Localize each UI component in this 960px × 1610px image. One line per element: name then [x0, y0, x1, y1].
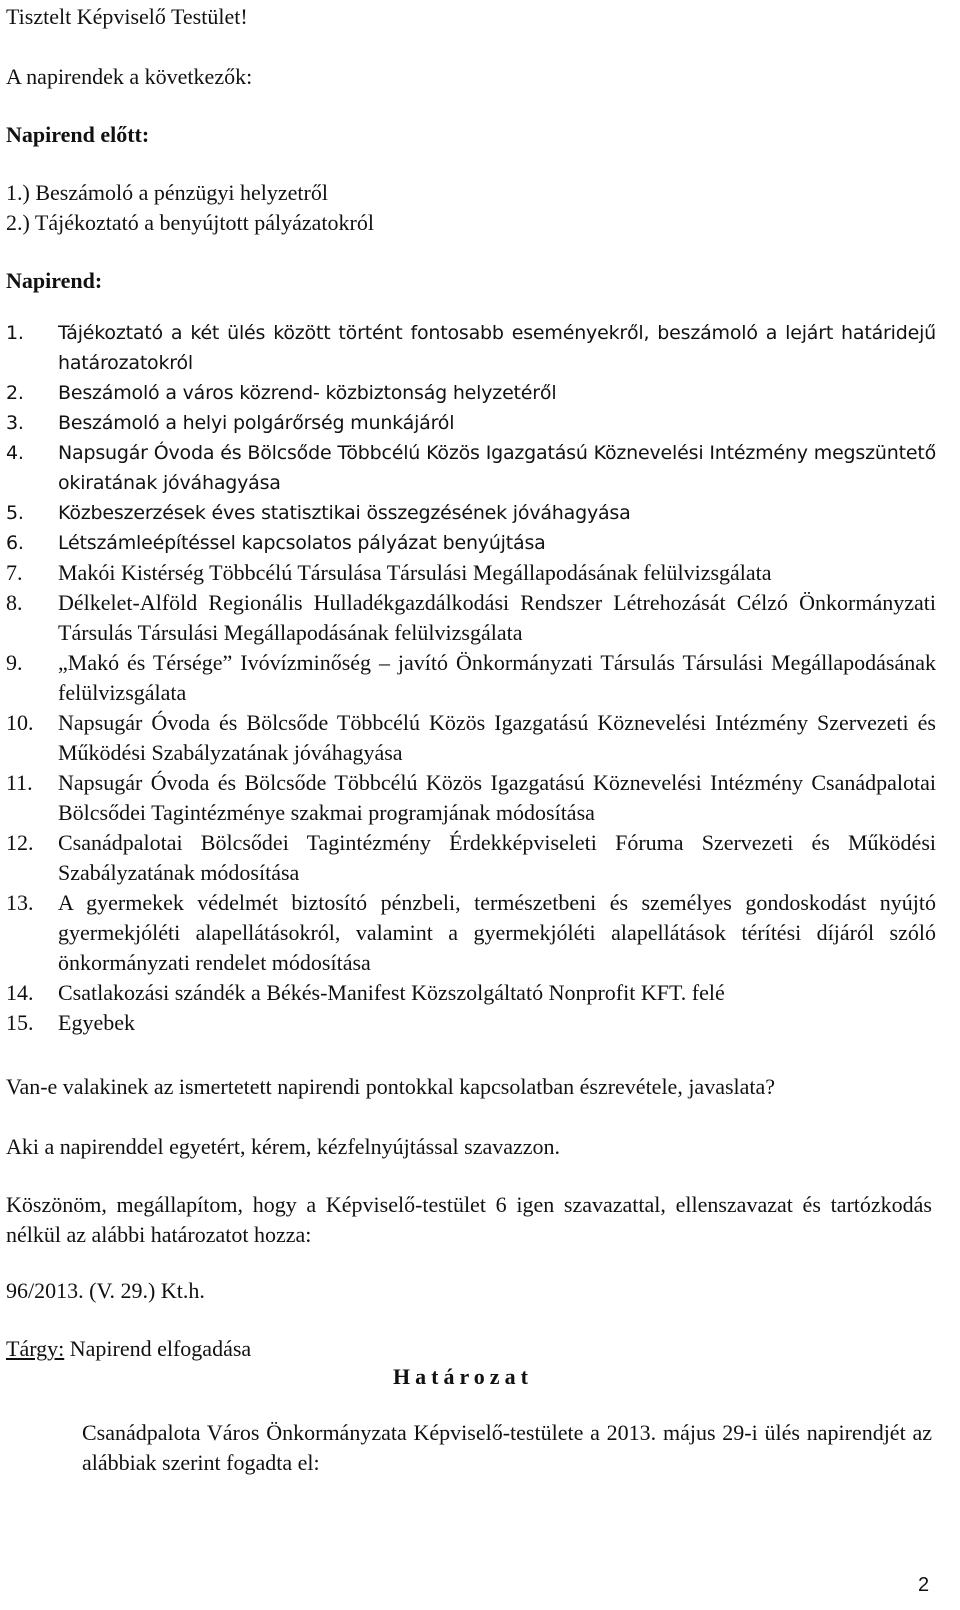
agenda-item-number: 3.	[6, 412, 24, 434]
agenda-item-text: Délkelet-Alföld Regionális Hulladékgazdálkodási Rendszer Létrehozását Célzó Önkormányzati Társulás Társulási Megállapodásának felülvizsgálata	[58, 590, 936, 645]
agenda-item-text: Makói Kistérség Többcélú Társulása Társulási Megállapodásának felülvizsgálata	[58, 560, 772, 585]
resolution-text: Csanádpalota Város Önkormányzata Képviselő-testülete a 2013. május 29-i ülés napirendjét az alábbiak szerint fogadta el:	[82, 1420, 932, 1475]
agenda-item-number: 14.	[6, 980, 34, 1005]
agenda-item-text: Egyebek	[58, 1010, 135, 1035]
agenda-item-text: Tájékoztató a két ülés között történt fontosabb eseményekről, beszámoló a lejárt határidejű határozatokról	[58, 322, 936, 374]
agenda-item-number: 5.	[6, 502, 24, 524]
agenda-item	[6, 708, 936, 768]
question-text: Van-e valakinek az ismertetett napirendi pontokkal kapcsolatban észrevétele, javaslata?	[6, 1074, 776, 1099]
agenda-item-number: 13.	[6, 890, 34, 915]
agenda-item-number: 1.	[6, 322, 24, 344]
resolution-number: 96/2013. (V. 29.) Kt.h.	[6, 1278, 205, 1303]
agenda-item-text: Csatlakozási szándék a Békés-Manifest Közszolgáltató Nonprofit KFT. felé	[58, 980, 725, 1005]
agenda-item	[6, 588, 936, 648]
agenda-item-text: Napsugár Óvoda és Bölcsőde Többcélú Közös Igazgatású Köznevelési Intézmény megszüntető okiratának jóváhagyása	[58, 442, 936, 494]
agenda-item	[6, 318, 936, 378]
greeting: Tisztelt Képviselő Testület!	[6, 4, 248, 29]
agenda-item-number: 8.	[6, 590, 23, 615]
subject-label: Tárgy:	[6, 1336, 65, 1361]
agenda-item-number: 2.	[6, 382, 24, 404]
agenda-item	[6, 828, 936, 888]
agenda-item-text: Napsugár Óvoda és Bölcsőde Többcélú Közös Igazgatású Köznevelési Intézmény Csanádpalotai Bölcsődei Tagintézménye szakmai programjának módosítása	[58, 770, 936, 825]
subject-value: Napirend elfogadása	[69, 1336, 252, 1361]
pre-agenda-heading: Napirend előtt:	[6, 122, 150, 147]
agenda-item-number: 11.	[6, 770, 33, 795]
agenda-item	[6, 888, 936, 978]
agenda-item	[6, 438, 936, 498]
agenda-item-text: „Makó és Térsége” Ivóvízminőség – javító Önkormányzati Társulás Társulási Megállapodásának felülvizsgálata	[58, 650, 936, 705]
agenda-item	[6, 768, 936, 828]
agenda-item	[6, 1008, 936, 1038]
resolution-heading: Határozat	[393, 1364, 533, 1389]
agenda-item-number: 9.	[6, 650, 23, 675]
agenda-item	[6, 978, 936, 1008]
agenda-item	[6, 498, 936, 528]
agenda-list	[6, 318, 936, 1038]
agenda-item-text: Napsugár Óvoda és Bölcsőde Többcélú Közös Igazgatású Köznevelési Intézmény Szervezeti és Működési Szabályzatának jóváhagyása	[58, 710, 936, 765]
agenda-item-text: Csanádpalotai Bölcsődei Tagintézmény Érdekképviseleti Fóruma Szervezeti és Működési Szabályzatának módosítása	[58, 830, 936, 885]
agenda-item	[6, 408, 936, 438]
agenda-item	[6, 378, 936, 408]
page-number: 2	[918, 1574, 930, 1596]
agenda-item-number: 6.	[6, 532, 24, 554]
pre-agenda-item: 2.) Tájékoztató a benyújtott pályázatokról	[6, 210, 374, 235]
agenda-item-number: 12.	[6, 830, 34, 855]
agenda-item	[6, 558, 936, 588]
agenda-item-text: Közbeszerzések éves statisztikai összegzésének jóváhagyása	[58, 502, 631, 524]
intro-text: A napirendek a következők:	[6, 64, 253, 89]
agenda-item	[6, 648, 936, 708]
pre-agenda-item: 1.) Beszámoló a pénzügyi helyzetről	[6, 180, 328, 205]
agenda-item-text: Létszámleépítéssel kapcsolatos pályázat benyújtása	[58, 532, 546, 554]
agenda-item-text: Beszámoló a város közrend- közbiztonság helyzetéről	[58, 382, 557, 404]
agenda-item-text: Beszámoló a helyi polgárőrség munkájáról	[58, 412, 455, 434]
agenda-heading: Napirend:	[6, 268, 103, 293]
agenda-item-number: 10.	[6, 710, 34, 735]
agenda-item-number: 7.	[6, 560, 23, 585]
agenda-item-number: 15.	[6, 1010, 34, 1035]
agenda-item	[6, 528, 936, 558]
vote-request-text: Aki a napirenddel egyetért, kérem, kézfelnyújtással szavazzon.	[6, 1134, 561, 1159]
agenda-item-text: A gyermekek védelmét biztosító pénzbeli, természetbeni és személyes gondoskodást nyújtó gyermekjóléti alapellátásokról, valamint a gyermekjóléti alapellátások térítési díjáról szóló önkormányzati rendelet módosítása	[58, 890, 936, 975]
result-text: Köszönöm, megállapítom, hogy a Képviselő-testület 6 igen szavazattal, ellenszavazat és tartózkodás nélkül az alábbi határozatot hozza:	[6, 1192, 932, 1247]
subject-line	[6, 1334, 251, 1364]
agenda-item-number: 4.	[6, 442, 24, 464]
